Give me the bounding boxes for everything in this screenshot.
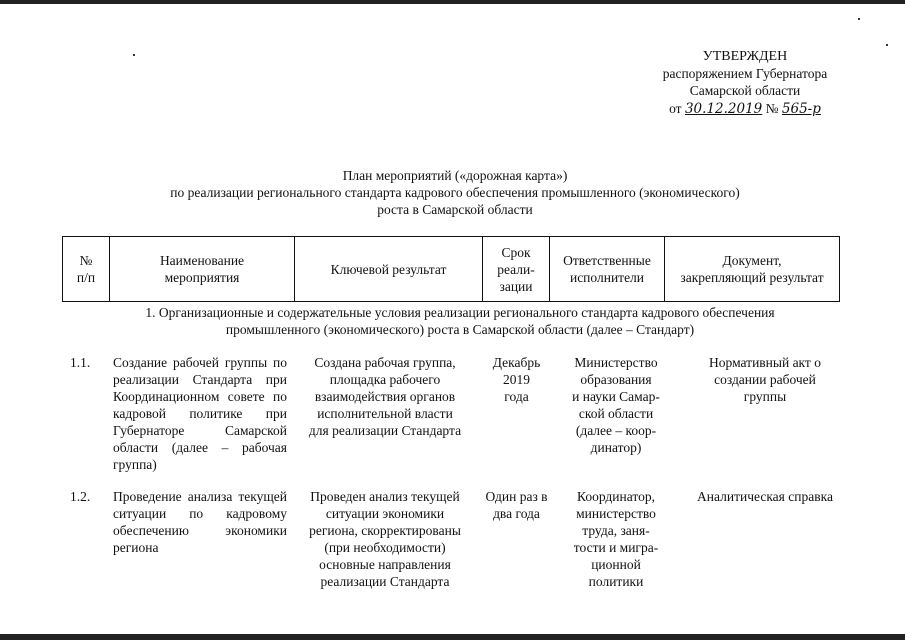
header-document: Документ, закрепляющий результат <box>665 237 840 302</box>
approval-number: 565-р <box>781 101 821 117</box>
title-line2: по реализации регионального стандарта кадрового обеспечения промышленного (экономического) <box>170 185 740 200</box>
scan-top-border <box>0 0 905 4</box>
scan-speck <box>133 54 135 56</box>
plan-table-header <box>62 236 840 302</box>
row-number: 1.1. <box>70 355 91 370</box>
row-document: Аналитическая справка <box>697 489 833 504</box>
approval-block <box>640 48 850 118</box>
row-document: Нормативный акт о создании рабочей группы <box>709 355 821 404</box>
header-num: № п/п <box>63 237 110 302</box>
row-number: 1.2. <box>70 489 91 504</box>
scan-speck <box>886 44 888 46</box>
header-name: Наименование мероприятия <box>110 237 295 302</box>
row-term: Декабрь 2019 года <box>492 355 541 404</box>
approval-line2: Самарской области <box>689 83 801 98</box>
header-result: Ключевой результат <box>295 237 483 302</box>
row-result: Проведен анализ текущей ситуации экономики региона, скорректированы (при необходимости) основные направления реализации Стандарта <box>309 489 461 589</box>
from-label: от <box>669 101 682 116</box>
approval-date-number <box>640 100 850 118</box>
header-responsible: Ответственные исполнители <box>550 237 665 302</box>
approval-line1: распоряжением Губернатора <box>662 66 828 81</box>
row-name: Создание рабочей группы по реализации Стандарта при Координационном совете по кадровой политике при Губернаторе Самарской области (далее – рабочая группа) <box>113 355 287 472</box>
header-term: Срок реали- зации <box>483 237 550 302</box>
title-line1: План мероприятий («дорожная карта») <box>342 168 568 183</box>
approval-title: УТВЕРЖДЕН <box>702 49 788 64</box>
approval-date: 30.12.2019 <box>684 101 763 117</box>
scan-bottom-border <box>0 634 905 640</box>
section-heading: 1. Организационные и содержательные условия реализации регионального стандарта кадрового обеспечения промышленного (экономического) роста в Самарской области (далее – Стандарт) <box>145 305 775 337</box>
row-result: Создана рабочая группа, площадка рабочего взаимодействия органов исполнительной власти для реализации Стандарта <box>308 355 462 438</box>
row-responsible: Координатор, министерство труда, заня- тости и мигра- ционной политики <box>573 489 659 589</box>
title-line3: роста в Самарской области <box>377 202 533 217</box>
number-label: № <box>765 101 779 116</box>
row-responsible: Министерство образования и науки Самар- ской области (далее – коор- динатор) <box>572 355 660 455</box>
row-term: Один раз в два года <box>485 489 548 521</box>
document-title <box>90 167 820 218</box>
scan-speck <box>858 18 860 20</box>
row-name: Проведение анализа текущей ситуации по кадровому обеспечению экономики региона <box>113 489 287 555</box>
